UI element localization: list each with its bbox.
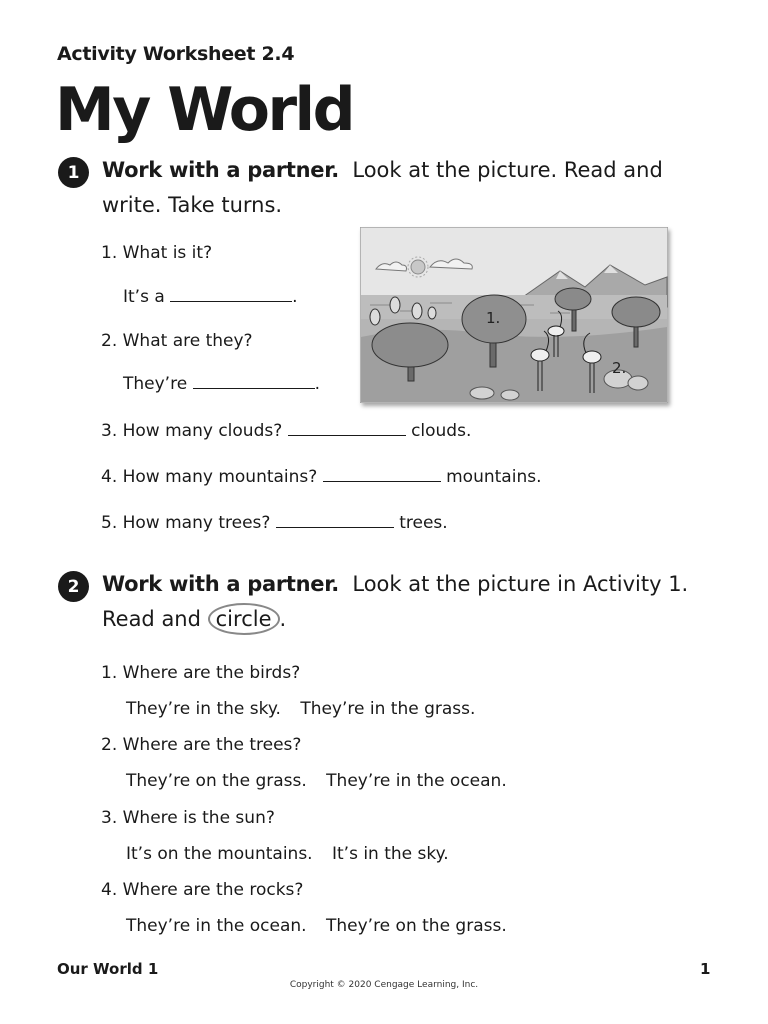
circled-word: circle [208, 603, 280, 635]
a1-question-2: 2. What are they? [101, 331, 253, 351]
a2-question-3: 3. Where is the sun? [101, 808, 275, 828]
a2-question-2: 2. Where are the trees? [101, 735, 302, 755]
activity-2-instruction-end: . [279, 607, 287, 631]
a2-question-1: 1. Where are the birds? [101, 663, 301, 683]
activity-2-instruction-text-b: Read and [102, 607, 201, 631]
a2-option[interactable]: It’s in the sky. [331, 844, 449, 864]
activity-2-instruction-text: Look at the picture in Activity 1. [352, 572, 689, 596]
a2-option[interactable]: They’re in the sky. [126, 699, 281, 719]
a2-options-2 [126, 770, 521, 792]
a1-question-5-text: 5. How many trees? [101, 513, 271, 533]
activity-2-instructions [102, 567, 722, 637]
picture-label-1: 1. [486, 309, 501, 327]
a2-options-3 [126, 843, 463, 865]
a1-question-5-suffix: trees. [399, 513, 448, 533]
a1-answer-line-2 [123, 372, 320, 395]
a1-question-4 [101, 465, 541, 488]
a2-options-4 [126, 915, 521, 937]
a2-question-4: 4. Where are the rocks? [101, 880, 304, 900]
a2-option[interactable]: They’re in the ocean. [126, 916, 307, 936]
landscape-picture [360, 227, 668, 403]
a1-question-3-suffix: clouds. [411, 421, 472, 441]
a2-option[interactable]: They’re in the grass. [300, 699, 476, 719]
a1-answer-blank-2[interactable] [193, 372, 315, 389]
worksheet-label: Activity Worksheet 2.4 [57, 43, 295, 65]
activity-1-instruction-text: Look at the picture. Read and write. Take turns. [102, 158, 663, 217]
a1-answer-blank-4[interactable] [323, 465, 441, 482]
a1-question-3-text: 3. How many clouds? [101, 421, 283, 441]
a1-question-4-suffix: mountains. [446, 467, 542, 487]
copyright: Copyright © 2020 Cengage Learning, Inc. [289, 980, 479, 990]
activity-1-instruction-bold: Work with a partner. [102, 158, 339, 182]
page-title: My World [55, 75, 354, 145]
a2-option[interactable]: They’re in the ocean. [326, 771, 507, 791]
book-title: Our World 1 [57, 960, 159, 978]
a1-answer-prefix-2: They’re [123, 374, 188, 394]
page-number: 1 [700, 960, 711, 978]
a1-answer-blank-5[interactable] [276, 511, 394, 528]
a1-answer-prefix-1: It’s a [123, 287, 165, 307]
activity-1-instructions [102, 153, 702, 223]
a2-option[interactable]: It’s on the mountains. [126, 844, 313, 864]
a2-options-1 [126, 698, 489, 720]
a1-question-3 [101, 419, 471, 442]
a1-answer-suffix-2: . [314, 374, 320, 394]
a1-question-5 [101, 511, 448, 534]
a1-answer-blank-1[interactable] [170, 285, 292, 302]
a2-option[interactable]: They’re on the grass. [325, 916, 507, 936]
a1-answer-blank-3[interactable] [288, 419, 406, 436]
activity-2-instruction-bold: Work with a partner. [102, 572, 339, 596]
a1-question-1: 1. What is it? [101, 243, 213, 263]
picture-label-2: 2. [612, 359, 627, 377]
a2-option[interactable]: They’re on the grass. [126, 771, 307, 791]
a1-question-4-text: 4. How many mountains? [101, 467, 318, 487]
a1-answer-line-1 [123, 285, 298, 308]
activity-1-number: 1 [58, 157, 89, 188]
a1-answer-suffix-1: . [292, 287, 298, 307]
activity-2-number: 2 [58, 571, 89, 602]
